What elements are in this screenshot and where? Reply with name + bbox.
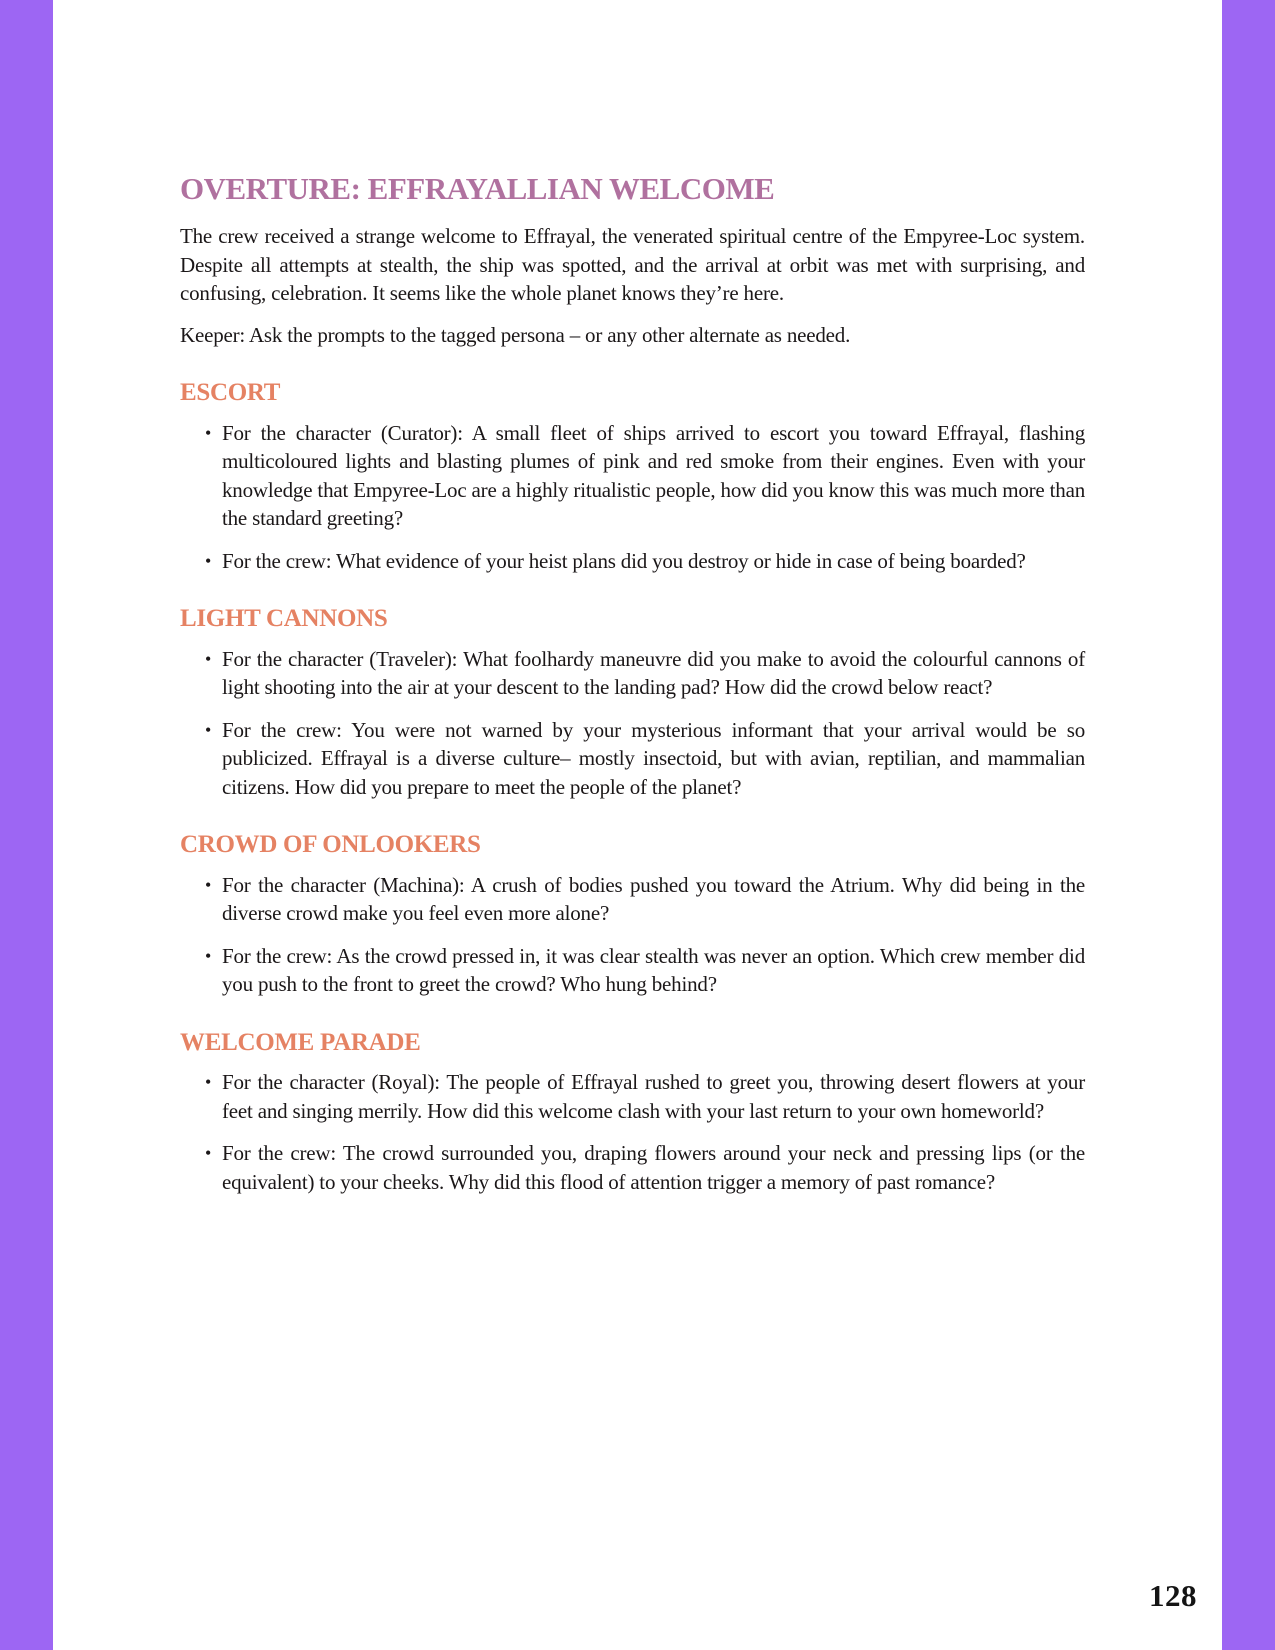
section-heading: LIGHT CANNONS <box>180 605 388 633</box>
bullet-item: • For the character (Curator): A small fleet of ships arrived to escort you toward Effrayal, flashing multicoloured lights and blasting plumes of pink and red smoke from their engines. Even with your knowledge that Empyree-Loc are a highly ritualistic people, how did you know this was much more than the standard greeting? <box>180 419 1085 533</box>
page-number: 128 <box>1149 1578 1197 1613</box>
section-light-cannons <box>180 605 1085 801</box>
page-title: OVERTURE: EFFRAYALLIAN WELCOME <box>180 171 775 206</box>
bullet-item: • For the character (Royal): The people of Effrayal rushed to greet you, throwing desert flowers at your feet and singing merrily. How did this welcome clash with your last return to your own homeworld? <box>180 1068 1085 1125</box>
section-escort <box>180 379 1085 575</box>
bullet-item: • For the character (Traveler): What foolhardy maneuvre did you make to avoid the colourful cannons of light shooting into the air at your descent to the landing pad? How did the crowd below react? <box>180 645 1085 702</box>
keeper-note: Keeper: Ask the prompts to the tagged persona – or any other alternate as needed. <box>180 322 851 347</box>
bullet-list <box>180 1068 1085 1196</box>
bullet-item: • For the character (Machina): A crush of bodies pushed you toward the Atrium. Why did being in the diverse crowd make you feel even more alone? <box>180 871 1085 928</box>
bullet-list <box>180 871 1085 999</box>
left-border-band <box>0 0 53 1650</box>
bullet-item: • For the crew: What evidence of your heist plans did you destroy or hide in case of being boarded? <box>180 547 1085 576</box>
section-welcome-parade <box>180 1029 1085 1197</box>
section-heading: CROWD OF ONLOOKERS <box>180 831 481 859</box>
page-content <box>180 172 1085 1210</box>
bullet-item: • For the crew: You were not warned by your mysterious informant that your arrival would be so publicized. Effrayal is a diverse culture– mostly insectoid, but with avian, reptilian, and mammalian citizens. How did you prepare to meet the people of the planet? <box>180 716 1085 802</box>
intro-paragraph: The crew received a strange welcome to Effrayal, the venerated spiritual centre of the Empyree-Loc system. Despite all attempts at stealth, the ship was spotted, and the arrival at orbit was met with surprising, and confusing, celebration. It seems like the whole planet knows they’re here. <box>180 224 1085 306</box>
section-heading: WELCOME PARADE <box>180 1028 421 1056</box>
right-border-band <box>1222 0 1275 1650</box>
section-heading: ESCORT <box>180 379 281 407</box>
bullet-list <box>180 645 1085 802</box>
bullet-item: • For the crew: The crowd surrounded you, draping flowers around your neck and pressing lips (or the equivalent) to your cheeks. Why did this flood of attention trigger a memory of past romance? <box>180 1139 1085 1196</box>
section-crowd-of-onlookers <box>180 831 1085 999</box>
bullet-item: • For the crew: As the crowd pressed in, it was clear stealth was never an option. Which crew member did you push to the front to greet the crowd? Who hung behind? <box>180 942 1085 999</box>
bullet-list <box>180 419 1085 576</box>
